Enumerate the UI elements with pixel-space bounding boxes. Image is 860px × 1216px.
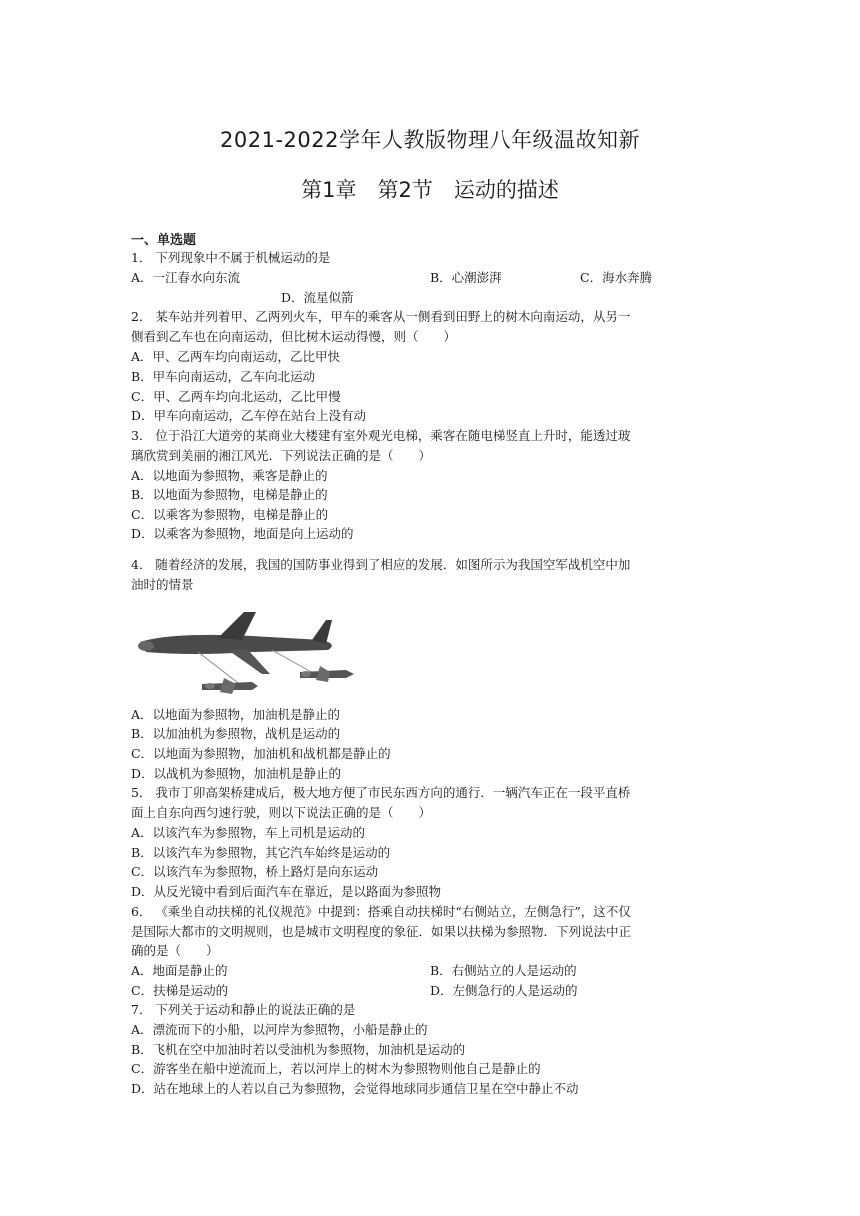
q3-option-b: B．以地面为参照物，电梯是静止的: [131, 487, 328, 502]
q2-option-d: D．甲车向南运动，乙车停在站台上没有动: [131, 408, 367, 423]
q5-option-a: A．以该汽车为参照物，车上司机是运动的: [131, 825, 366, 840]
q1-option-a: A．一江春水向东流: [131, 270, 241, 285]
q1-option-d: D．流星似箭: [281, 290, 354, 305]
q7-stem: 7． 下列关于运动和静止的说法正确的是: [131, 1002, 356, 1017]
q6-option-d: D．左侧急行的人是运动的: [430, 983, 578, 998]
q1-option-b: B．心潮澎湃: [430, 270, 502, 285]
q6-stem-line2: 是国际大都市的文明规则，也是城市文明程度的象征．如果以扶梯为参照物．下列说法中正: [131, 924, 632, 939]
q2-option-a: A．甲、乙两车均向南运动，乙比甲快: [131, 349, 341, 364]
q1-stem: 1． 下列现象中不属于机械运动的是: [131, 250, 331, 265]
q3-stem-line1: 3． 位于沿江大道旁的某商业大楼建有室外观光电梯，乘客在随电梯竖直上升时，能透过玻: [131, 428, 631, 443]
document-subtitle: 第1章 第2节 运动的描述: [301, 178, 559, 202]
fighter-jet-icon: [202, 678, 258, 694]
q4-stem-line1: 4． 随着经济的发展，我国的国防事业得到了相应的发展．如图所示为我国空军战机空中加: [131, 557, 631, 572]
q6-option-c: C．扶梯是运动的: [131, 983, 229, 998]
q3-stem-line2: 璃欣赏到美丽的湘江风光．下列说法正确的是（ ）: [131, 448, 432, 463]
q4-option-a: A．以地面为参照物，加油机是静止的: [131, 707, 341, 722]
tanker-plane-icon: [138, 612, 332, 674]
q2-stem-line2: 侧看到乙车也在向南运动，但比树木运动得慢，则（ ）: [131, 329, 457, 344]
q7-option-c: C．游客坐在船中逆流而上，若以河岸上的树木为参照物则他自己是静止的: [131, 1061, 541, 1076]
section-heading: 一、单选题: [131, 233, 197, 248]
q3-option-c: C．以乘客为参照物，电梯是静止的: [131, 507, 329, 522]
q4-option-d: D．以战机为参照物，加油机是静止的: [131, 766, 342, 781]
q5-stem-line2: 面上自东向西匀速行驶，则以下说法正确的是（ ）: [131, 805, 432, 820]
q2-stem-line1: 2． 某车站并列着甲、乙两列火车，甲车的乘客从一侧看到田野上的树木向南运动，从另一: [131, 309, 631, 324]
q7-option-d: D．站在地球上的人若以自己为参照物，会觉得地球同步通信卫星在空中静止不动: [131, 1081, 579, 1096]
q3-option-d: D．以乘客为参照物，地面是向上运动的: [131, 526, 354, 541]
q1-option-c: C．海水奔腾: [580, 270, 653, 285]
fighter-jet-icon: [300, 666, 354, 682]
q3-option-a: A．以地面为参照物，乘客是静止的: [131, 468, 328, 483]
q6-option-b: B．右侧站立的人是运动的: [430, 963, 577, 978]
q7-option-b: B．飞机在空中加油时若以受油机为参照物，加油机是运动的: [131, 1042, 466, 1057]
q6-stem-line3: 确的是（ ）: [131, 943, 219, 958]
q5-option-d: D．从反光镜中看到后面汽车在靠近，是以路面为参照物: [131, 884, 442, 899]
document-title: 2021-2022学年人教版物理八年级温故知新: [220, 128, 640, 152]
q2-option-c: C．甲、乙两车均向北运动，乙比甲慢: [131, 389, 341, 404]
q5-option-b: B．以该汽车为参照物，其它汽车始终是运动的: [131, 845, 391, 860]
q4-stem-line2: 油时的情景: [131, 577, 194, 592]
q2-option-b: B．甲车向南运动，乙车向北运动: [131, 369, 316, 384]
q6-stem-line1: 6． 《乘坐自动扶梯的礼仪规范》中提到：搭乘自动扶梯时“右侧站立，左侧急行”，这不仅: [131, 904, 631, 919]
q4-option-c: C．以地面为参照物，加油机和战机都是静止的: [131, 746, 391, 761]
q5-stem-line1: 5． 我市丁卯高架桥建成后，极大地方便了市民东西方向的通行．一辆汽车正在一段平直桥: [131, 785, 631, 800]
q7-option-a: A．漂流而下的小船，以河岸为参照物，小船是静止的: [131, 1022, 428, 1037]
q4-option-b: B．以加油机为参照物，战机是运动的: [131, 726, 341, 741]
q5-option-c: C．以该汽车为参照物，桥上路灯是向东运动: [131, 864, 379, 879]
aerial-refueling-image: [132, 606, 372, 700]
q6-option-a: A．地面是静止的: [131, 963, 228, 978]
